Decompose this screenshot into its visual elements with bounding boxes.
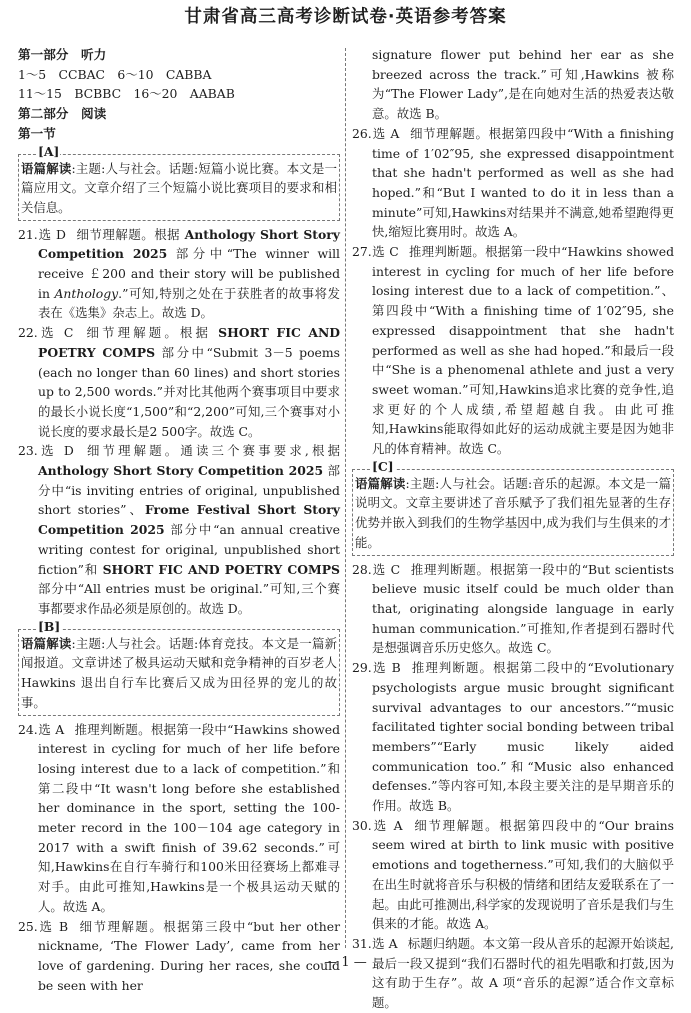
- bold-reference: SHORT FIC AND POETRY COMPS: [38, 325, 341, 360]
- bold-reference: SHORT FIC AND POETRY COMPS: [102, 561, 340, 577]
- explanation-text: 本文第一段从音乐的起源开始谈起,最后一段又提到“我们石器时代的祖先唱歌和打鼓,因为这有助于生存”。故 A 项“音乐的起源”适合作文章标题。: [372, 935, 674, 1011]
- left-answers: [18, 143, 341, 996]
- bold-reference: Anthology Short Story Competition 2025: [38, 463, 324, 479]
- answer-item: [352, 658, 674, 816]
- question-type: 细节理解题。: [75, 226, 155, 242]
- answer-choice: 选 C: [372, 561, 401, 577]
- question-number: 31.: [352, 935, 372, 951]
- answer-item: [352, 242, 674, 459]
- question-type: 细节理解题。: [78, 918, 164, 934]
- answer-choice: 选 B: [38, 918, 69, 934]
- document-title: 甘肃省高三高考诊断试卷·英语参考答案: [184, 7, 507, 27]
- answer-item: [352, 560, 674, 659]
- answer-choice: 选 A: [372, 125, 400, 141]
- answer-choice: 选 A: [372, 817, 403, 833]
- section-heading: 第一节: [18, 125, 56, 141]
- italic-reference: Anthology: [54, 285, 119, 301]
- question-type: 细节理解题。: [83, 325, 180, 341]
- explanation-text: 根据: [154, 226, 185, 242]
- box-label: [A]: [38, 143, 60, 159]
- answer-item: [18, 441, 340, 618]
- box-label: [B]: [38, 618, 61, 634]
- summary-box: [18, 143, 340, 221]
- summary-heading: 语篇解读: [355, 475, 406, 491]
- answer-choice: 选 B: [372, 660, 401, 676]
- listening-answers-2: 11～15 BCBBC 16～20 AABAB: [18, 86, 235, 102]
- explanation-text: signature flower put behind her ear as she breezed across the track.”可知,Hawkins 被称为“The Flower Lady”,是在向她对生活的热爱表达敬意。故选 B。: [372, 47, 674, 122]
- answer-item: [18, 720, 340, 917]
- summary-heading: 语篇解读: [21, 160, 72, 176]
- question-type: 细节理解题。: [412, 817, 500, 833]
- question-number: 22.: [18, 325, 38, 341]
- question-type: 推理判断题。: [410, 660, 493, 676]
- summary-box: [352, 458, 674, 556]
- question-number: 24.: [18, 721, 38, 737]
- answer-item: [352, 816, 674, 934]
- question-number: 29.: [352, 660, 372, 676]
- explanation-text: 根据第二段中的“Evolutionary psychologists argue music brought significant survival advantages to our ancestors.”“music facilitated tighter social bonding between tribal members”“Early music likely aided communication too.”和“Music also enhanced defenses.”等内容可知,本段主要关注的是早期音乐的作用。故选 B。: [372, 660, 675, 814]
- question-type: 推理判断题。: [410, 561, 490, 577]
- answer-choice: 选 C: [38, 325, 74, 341]
- answer-item: [352, 934, 674, 1013]
- answer-choice: 选 D: [38, 443, 74, 459]
- question-number: 30.: [352, 817, 372, 833]
- answer-choice: 选 A: [38, 721, 65, 737]
- explanation-text: 根据第一段中“Hawkins showed interest in cycling for much of her life before losing interest due to a lack of competition.”和第二段中“It wasn't long before she established her dominance in the sport, setting the 100-meter record in the 100－104 age category in 2017 with a swift finish of 39.62 seconds.”可知,Hawkins在自行车骑行和100米田径赛场上都难寻对手。由此可推知,Hawkins是一个极具运动天赋的人。故选 A。: [38, 721, 341, 914]
- question-number: 21.: [18, 226, 38, 242]
- right-column: [352, 45, 674, 1013]
- explanation-text: 部分中“The winner will receive ￡200 and their story will be published in: [38, 246, 340, 301]
- summary-text: :主题:人与社会。话题:体育竞技。本文是一篇新闻报道。文章讲述了极具运动天赋和竞争精神的百岁老人 Hawkins 退出自行车比赛后又成为田径界的宠儿的故事。: [21, 635, 337, 710]
- question-number: 25.: [18, 918, 38, 934]
- listening-answers-1: 1～5 CCBAC 6～10 CABBA: [18, 66, 212, 82]
- answer-item: [18, 225, 340, 324]
- summary-box: [18, 618, 340, 716]
- explanation-text: .”可知,特别之处在于获胜者的故事将发表在《选集》杂志上。故选 D。: [38, 285, 340, 321]
- explanation-text: 根据第四段中的“Our brains seem wired at birth to link music with positive emotions and togetherness.”可知,我们的大脑似乎在出生时就将音乐与积极的情绪和团结友爱联系在了一起。由此可推测出,科学家的发现说明了音乐是我们与生俱来的才能。故选 A。: [372, 817, 675, 932]
- question-number: 28.: [352, 561, 372, 577]
- explanation-text: 部分中“is inviting entries of original, unpublished short stories”、: [38, 463, 340, 518]
- question-type: 细节理解题。: [83, 443, 181, 459]
- bold-reference: Frome Festival Short Story Competition 2025: [38, 502, 340, 538]
- question-type: 推理判断题。: [408, 244, 486, 260]
- answer-item: [18, 323, 340, 441]
- question-type: 细节理解题。: [409, 125, 489, 141]
- part1-heading: 第一部分 听力: [18, 47, 107, 62]
- column-divider: [345, 48, 346, 948]
- summary-text: :主题:人与社会。话题:短篇小说比赛。本文是一篇应用文。文章介绍了三个短篇小说比赛项目的要求和相关信息。: [21, 160, 337, 215]
- explanation-text: 部分中“All entries must be original.”可知,三个赛事都要求作品必须是原创的。故选 D。: [38, 581, 340, 616]
- answer-continuation: [352, 45, 674, 124]
- question-type: 标题归纳题。: [407, 935, 483, 951]
- part2-heading: 第二部分 阅读: [18, 106, 107, 122]
- question-number: 23.: [18, 443, 38, 459]
- answer-choice: 选 D: [38, 226, 66, 242]
- summary-heading: 语篇解读: [21, 635, 72, 651]
- explanation-text: 根据第一段中的“But scientists believe music itself could be much older than that, originating alongside language in early human communication.”可推知,作者提到石器时代是想强调音乐历史悠久。故选 C。: [372, 561, 675, 656]
- explanation-text: 部分中“an annual creative writing contest for original, unpublished short fiction”和: [38, 522, 341, 577]
- explanation-text: 部分中“Submit 3－5 poems (each no longer than 60 lines) and short stories up to 2,500 words.”并对比其他两个赛事项目中要求的最长小说长度“1,500”和“2,200”可知,三个赛事对小说长度的要求最长是2 500字。故选 C。: [38, 344, 340, 439]
- explanation-text: 根据第三段中“but her other nickname, ‘The Flower Lady’, came from her love of gardening. During her races, she could be seen with her: [38, 918, 341, 993]
- left-column: [18, 45, 340, 995]
- question-number: 26.: [352, 125, 372, 141]
- answer-choice: 选 C: [372, 244, 399, 260]
- summary-text: :主题:人与社会。话题:音乐的起源。本文是一篇说明文。文章主要讲述了音乐赋予了我们祖先显著的生存优势并嵌入到我们的生物学基因中,成为我们与生俱来的才能。: [355, 475, 671, 550]
- answer-item: [352, 124, 674, 242]
- page-number: — 1 —: [324, 955, 367, 970]
- answer-choice: 选 A: [372, 935, 398, 951]
- explanation-text: 根据第四段中“With a finishing time of 1′02″95, she expressed disappointment that she hadn't performed as well as she had hoped.”和“But I wanted to do it in less than a minute”可知,Hawkins对结果并不满意,她希望跑得更快,缩短比赛用时。故选 A。: [372, 125, 674, 240]
- right-answers: [352, 45, 674, 1013]
- bold-reference: Anthology Short Story Competition 2025: [38, 226, 340, 262]
- explanation-text: 根据: [179, 325, 219, 341]
- question-number: 27.: [352, 244, 372, 260]
- explanation-text: 通读三个赛事要求,根据: [180, 443, 341, 459]
- explanation-text: 根据第一段中“Hawkins showed interest in cycling for much of her life before losing interest due to a lack of competition.”、第四段中“With a finishing time of 1′02″95, she expressed disappointment that she hadn't performed as well as she had hoped.”和最后一段中“She is a phenomenal athlete and just a very sweet woman.”可知,Hawkins追求比赛的竞争性,追求更好的个人成绩,希望超越自我。由此可推知,Hawkins能取得如此好的运动成就主要是因为她非凡的体育精神。故选 C。: [372, 244, 675, 457]
- box-label: [C]: [372, 458, 394, 474]
- question-type: 推理判断题。: [74, 721, 151, 737]
